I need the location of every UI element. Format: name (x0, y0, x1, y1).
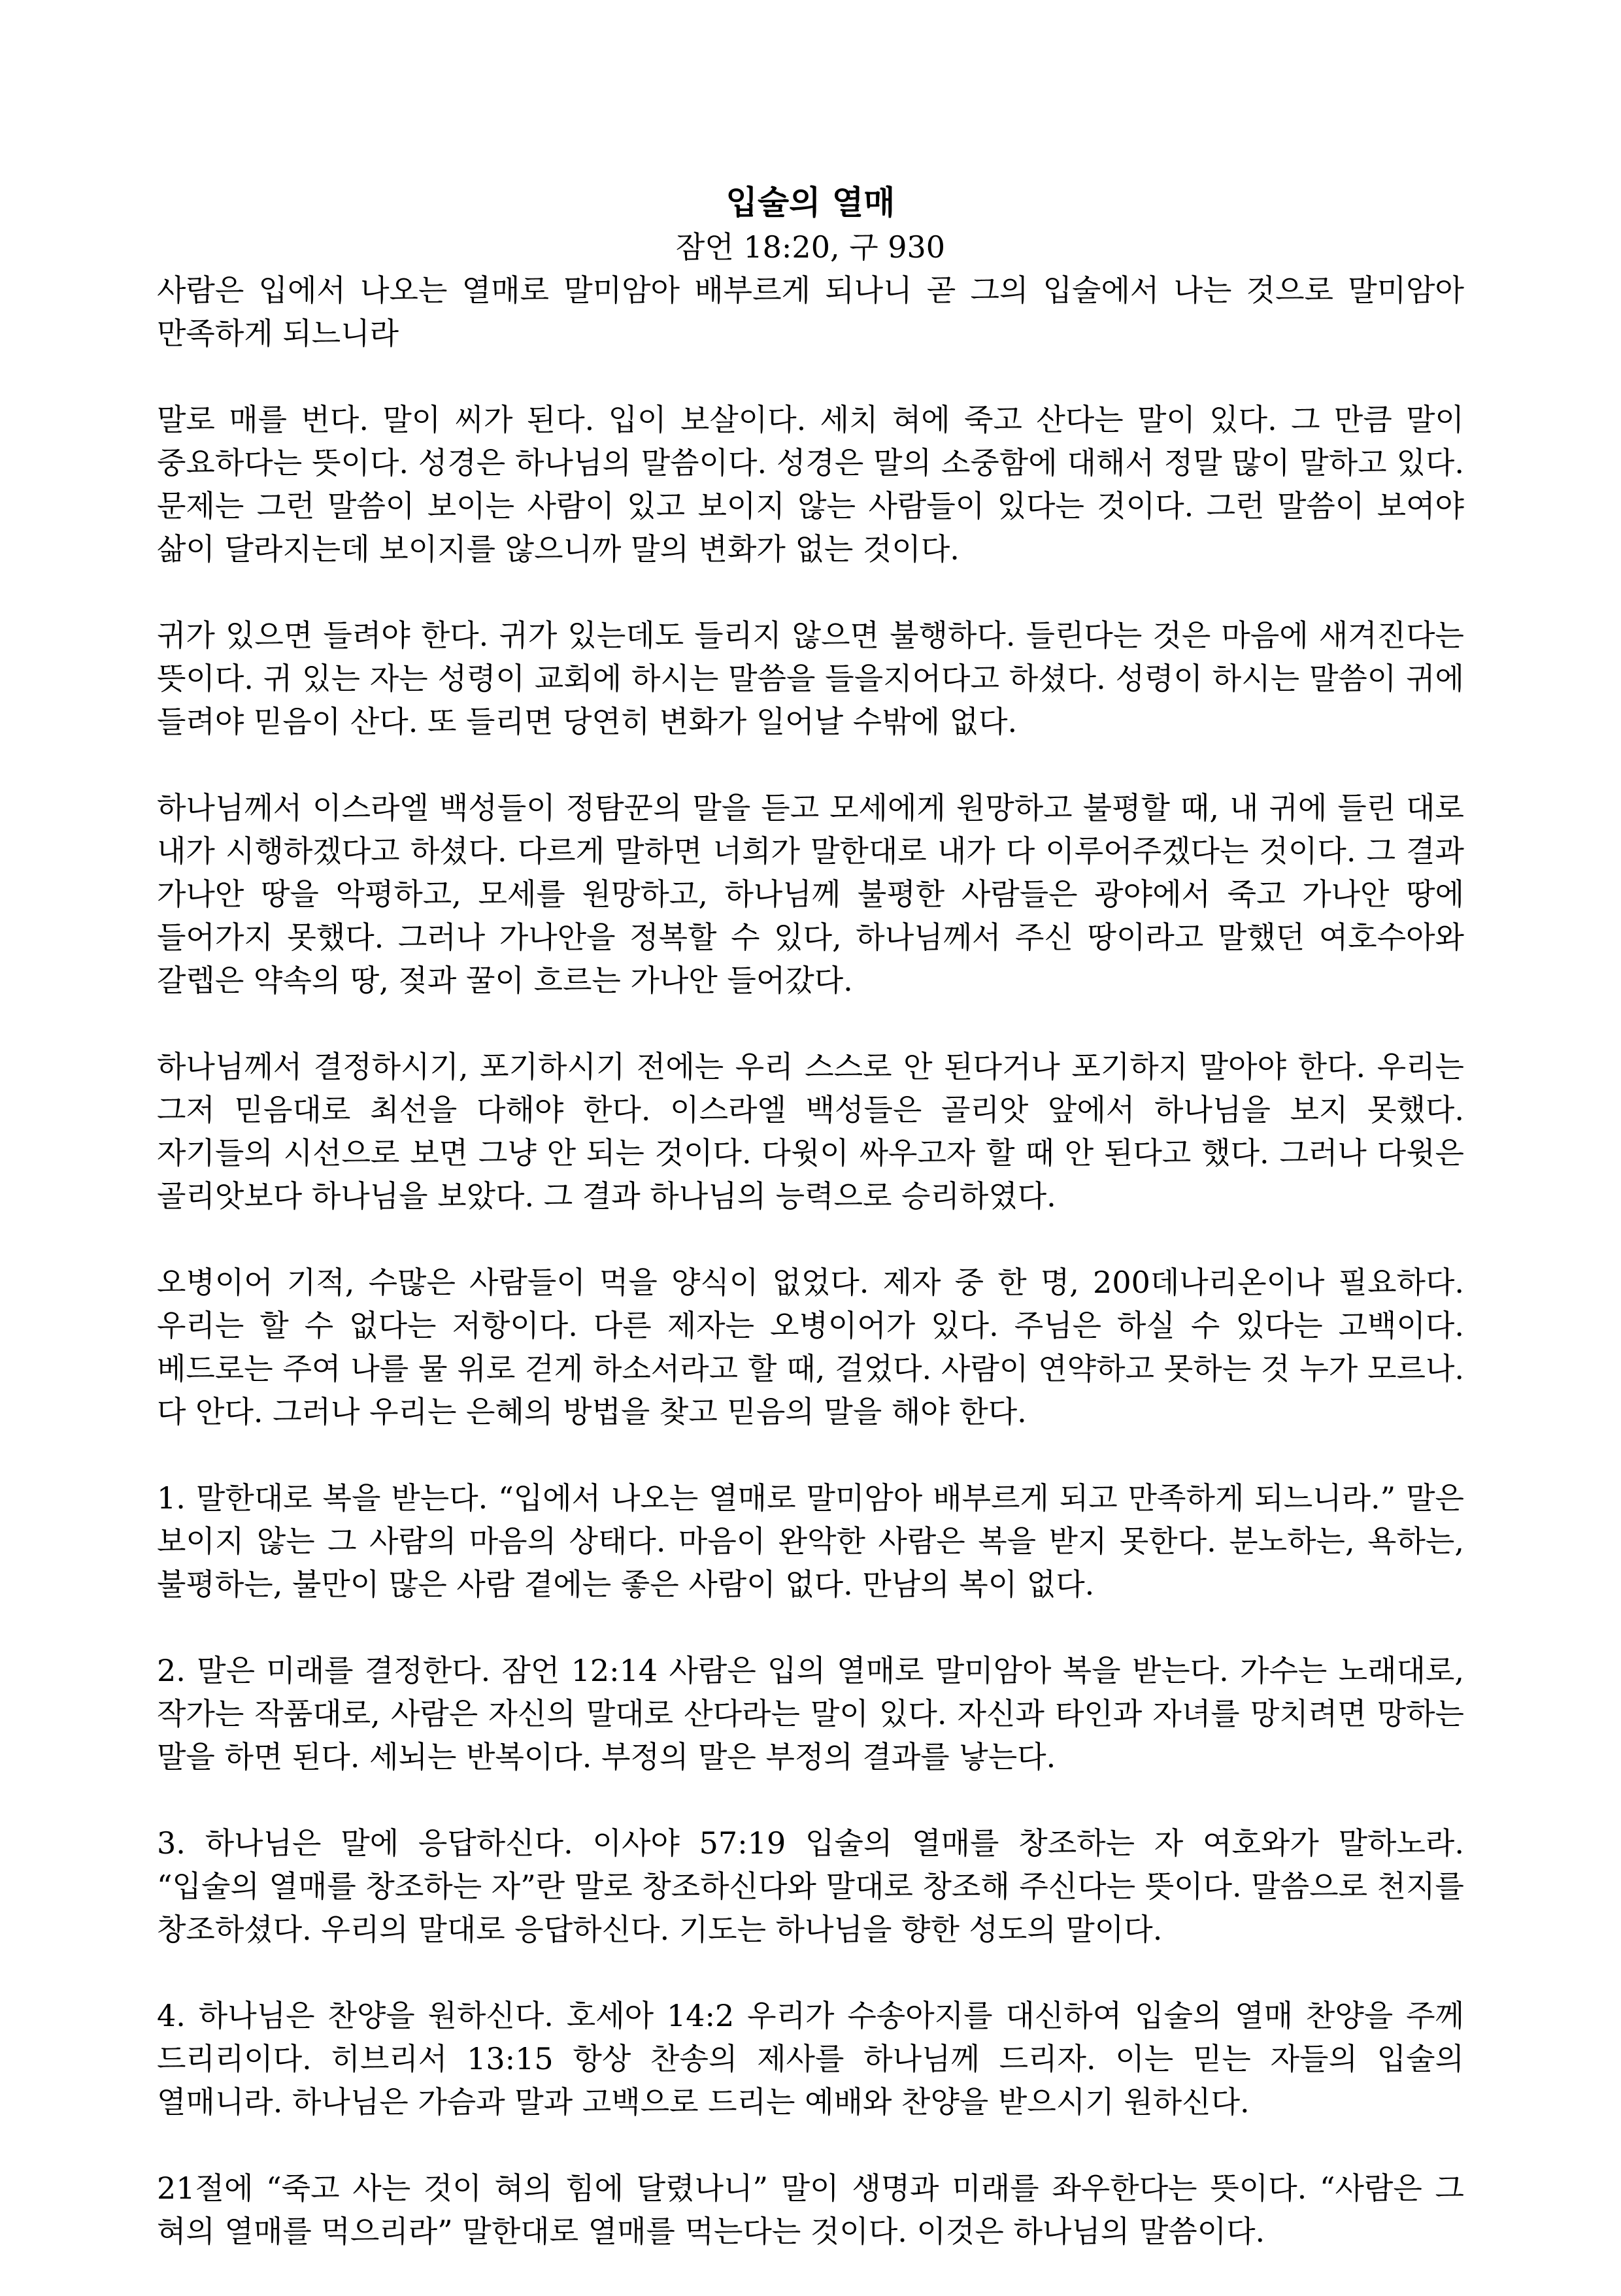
paragraph: 하나님께서 이스라엘 백성들이 정탐꾼의 말을 듣고 모세에게 원망하고 불평할 때, 내 귀에 들린 대로 내가 시행하겠다고 하셨다. 다르게 말하면 너희가 말한대로 내가 다 이루어주겠다는 것이다. 그 결과 가나안 땅을 악평하고, 모세를 원망하고, 하나님께 불평한 사람들은 광야에서 죽고 가나안 땅에 들어가지 못했다. 그러나 가나안을 정복할 수 있다, 하나님께서 주신 땅이라고 말했던 여호수아와 갈렙은 약속의 땅, 젖과 꿀이 흐르는 가나안 들어갔다. (157, 790, 1464, 998)
point-2-paragraph: 2. 말은 미래를 결정한다. 잠언 12:14 사람은 입의 열매로 말미암아 복을 받는다. 가수는 노래대로, 작가는 작품대로, 사람은 자신의 말대로 산다라는 말이 있다. 자신과 타인과 자녀를 망치려면 망하는 말을 하면 된다. 세뇌는 반복이다. 부정의 말은 부정의 결과를 낳는다. (157, 1653, 1464, 1774)
paragraph: 귀가 있으면 들려야 한다. 귀가 있는데도 들리지 않으면 불행하다. 들린다는 것은 마음에 새겨진다는 뜻이다. 귀 있는 자는 성령이 교회에 하시는 말씀을 들을지어다고 하셨다. 성령이 하시는 말씀이 귀에 들려야 믿음이 산다. 또 들리면 당연히 변화가 일어날 수밖에 없다. (157, 618, 1464, 739)
scripture-reference: 잠언 18:20, 구 930 (675, 229, 946, 265)
paragraph: 오병이어 기적, 수많은 사람들이 먹을 양식이 없었다. 제자 중 한 명, 200데나리온이나 필요하다. 우리는 할 수 없다는 저항이다. 다른 제자는 오병이어가 있다. 주님은 하실 수 있다는 고백이다. 베드로는 주여 나를 물 위로 걷게 하소서라고 할 때, 걸었다. 사람이 연약하고 못하는 것 누가 모르나. 다 안다. 그러나 우리는 은혜의 방법을 찾고 믿음의 말을 해야 한다. (157, 1265, 1464, 1429)
page-title: 입술의 열매 (726, 183, 895, 222)
document-page (157, 180, 1464, 2296)
scripture-verse: 사람은 입에서 나오는 열매로 말미암아 배부르게 되나니 곧 그의 입술에서 나는 것으로 말미암아 만족하게 되느니라 (157, 273, 1464, 351)
paragraph: 말로 매를 번다. 말이 씨가 된다. 입이 보살이다. 세치 혀에 죽고 산다는 말이 있다. 그 만큼 말이 중요하다는 뜻이다. 성경은 하나님의 말씀이다. 성경은 말의 소중함에 대해서 정말 많이 말하고 있다. 문제는 그런 말씀이 보이는 사람이 있고 보이지 않는 사람들이 있다는 것이다. 그런 말씀이 보여야 삶이 달라지는데 보이지를 않으니까 말의 변화가 없는 것이다. (157, 402, 1464, 567)
paragraph: 하나님께서 결정하시기, 포기하시기 전에는 우리 스스로 안 된다거나 포기하지 말아야 한다. 우리는 그저 믿음대로 최선을 다해야 한다. 이스라엘 백성들은 골리앗 앞에서 하나님을 보지 못했다. 자기들의 시선으로 보면 그냥 안 되는 것이다. 다윗이 싸우고자 할 때 안 된다고 했다. 그러나 다윗은 골리앗보다 하나님을 보았다. 그 결과 하나님의 능력으로 승리하였다. (157, 1049, 1464, 1214)
closing-paragraph: 21절에 “죽고 사는 것이 혀의 힘에 달렸나니” 말이 생명과 미래를 좌우한다는 뜻이다. “사람은 그 혀의 열매를 먹으리라” 말한대로 열매를 먹는다는 것이다. 이것은 하나님의 말씀이다. (157, 2171, 1464, 2249)
point-3-paragraph: 3. 하나님은 말에 응답하신다. 이사야 57:19 입술의 열매를 창조하는 자 여호와가 말하노라. “입술의 열매를 창조하는 자”란 말로 창조하신다와 말대로 창조해 주신다는 뜻이다. 말씀으로 천지를 창조하셨다. 우리의 말대로 응답하신다. 기도는 하나님을 향한 성도의 말이다. (157, 1825, 1464, 1947)
point-4-paragraph: 4. 하나님은 찬양을 원하신다. 호세아 14:2 우리가 수송아지를 대신하여 입술의 열매 찬양을 주께 드리리이다. 히브리서 13:15 항상 찬송의 제사를 하나님께 드리자. 이는 믿는 자들의 입술의 열매니라. 하나님은 가슴과 말과 고백으로 드리는 예배와 찬양을 받으시기 원하신다. (157, 1998, 1464, 2120)
point-1-paragraph: 1. 말한대로 복을 받는다. “입에서 나오는 열매로 말미암아 배부르게 되고 만족하게 되느니라.” 말은 보이지 않는 그 사람의 마음의 상태다. 마음이 완악한 사람은 복을 받지 못한다. 분노하는, 욕하는, 불평하는, 불만이 많은 사람 곁에는 좋은 사람이 없다. 만남의 복이 없다. (157, 1480, 1464, 1602)
